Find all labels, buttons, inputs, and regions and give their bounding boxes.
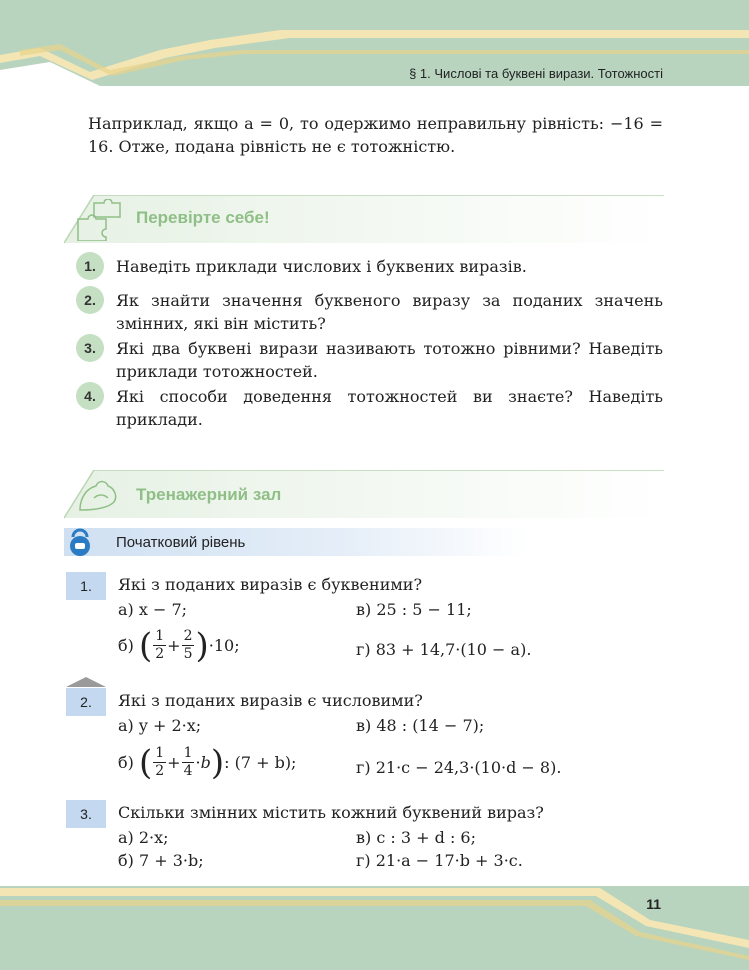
check-section-header [64, 195, 664, 245]
numerator: 2 [183, 628, 193, 644]
exercise-title: Які з поданих виразів є буквеними? [118, 575, 423, 594]
denominator: 4 [183, 763, 193, 779]
exercise-title: Скільки змінних містить кожний буквений вираз? [118, 803, 544, 822]
option-a: а) x − 7; [118, 600, 188, 619]
option-v: в) c : 3 + d : 6; [356, 828, 476, 847]
fraction [182, 745, 195, 780]
option-a: а) y + 2·x; [118, 716, 202, 735]
option-a: а) 2·x; [118, 828, 169, 847]
footer-decoration [0, 880, 749, 970]
times-sign: · [195, 753, 201, 772]
option-b [118, 742, 297, 783]
fraction [182, 628, 195, 663]
variable-b: b [200, 753, 211, 772]
exercise-number: 1. [66, 572, 106, 600]
plus-sign: + [167, 753, 181, 772]
intro-paragraph: Наприклад, якщо a = 0, то одержимо неправильну рівність: −16 = 16. Отже, подана рівність не є тотожністю. [88, 114, 663, 156]
option-g: г) 21·c − 24,3·(10·d − 8). [356, 758, 562, 777]
numerator: 1 [183, 745, 193, 761]
option-b: б) 7 + 3·b; [118, 851, 204, 870]
option-v: в) 25 : 5 − 11; [356, 600, 472, 619]
header-title: § 1. Числові та буквені вирази. Тотожності [409, 66, 663, 81]
house-marker-icon [66, 675, 106, 687]
question-text: Як знайти значення буквеного виразу за поданих значень змінних, які він містить? [116, 291, 663, 333]
question-number: 4. [76, 382, 104, 410]
option-b-label: б) [118, 636, 134, 655]
paren-close: ) [195, 625, 209, 666]
kettlebell-icon [64, 526, 96, 558]
denominator: 2 [155, 646, 165, 662]
denominator: 5 [183, 646, 193, 662]
question-number: 1. [76, 252, 104, 280]
check-section-title: Перевірте себе! [136, 208, 270, 227]
gym-section-header [64, 470, 664, 520]
bicep-icon [74, 476, 124, 516]
paren-open: ( [138, 742, 153, 783]
numerator: 1 [155, 745, 165, 761]
gym-section-title: Тренажерний зал [136, 485, 282, 504]
page-number: 11 [646, 896, 661, 912]
fraction [153, 628, 166, 663]
paren-open: ( [138, 625, 153, 666]
option-g: г) 21·a − 17·b + 3·c. [356, 851, 523, 870]
option-b [118, 625, 240, 666]
question-text: Наведіть приклади числових і буквених виразів. [116, 257, 527, 276]
denominator: 2 [155, 763, 165, 779]
question-text: Які два буквені вирази називають тотожно рівними? Наведіть приклади тотожностей. [116, 339, 663, 381]
level-label: Початковий рівень [116, 534, 246, 551]
option-b-rest: ·10; [208, 636, 240, 655]
option-b-label: б) [118, 753, 134, 772]
numerator: 1 [155, 628, 165, 644]
puzzle-icon [70, 199, 126, 241]
option-g: г) 83 + 14,7·(10 − a). [356, 640, 532, 659]
question-number: 3. [76, 334, 104, 362]
exercise-title: Які з поданих виразів є числовими? [118, 691, 423, 710]
option-b-rest: : (7 + b); [224, 753, 297, 772]
exercise-number: 2. [66, 688, 106, 716]
question-text: Які способи доведення тотожностей ви знаєте? Наведіть приклади. [116, 387, 663, 429]
exercise-number: 3. [66, 800, 106, 828]
option-v: в) 48 : (14 − 7); [356, 716, 485, 735]
plus-sign: + [167, 636, 181, 655]
fraction [153, 745, 166, 780]
paren-close: ) [210, 742, 225, 783]
question-number: 2. [76, 286, 104, 314]
